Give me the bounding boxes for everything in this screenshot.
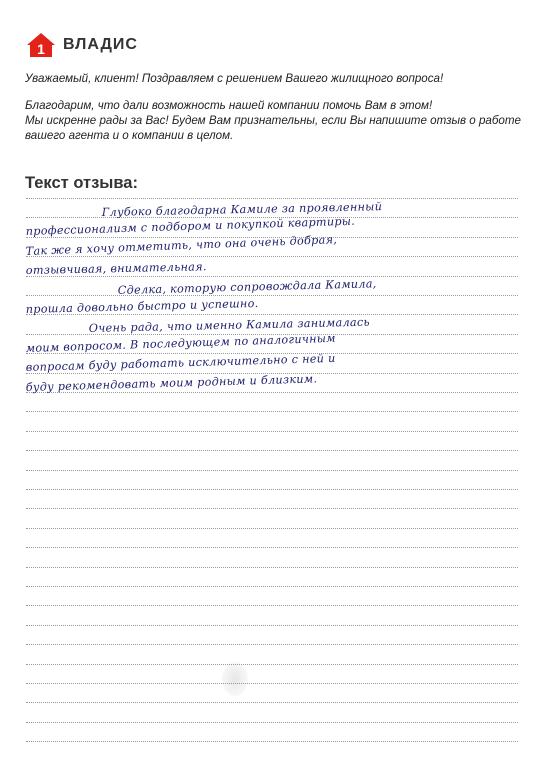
ruled-line — [26, 528, 518, 529]
ruled-line — [26, 722, 518, 723]
thanks-text — [25, 98, 525, 143]
ruled-line — [26, 431, 518, 432]
review-heading: Текст отзыва: — [25, 174, 138, 192]
thanks-line-3: вашего агента и о компании в целом. — [25, 129, 234, 142]
ruled-line — [26, 683, 518, 684]
ruled-line — [26, 702, 518, 703]
ruled-line — [26, 605, 518, 606]
greeting-text — [25, 71, 525, 86]
ruled-line — [26, 547, 518, 548]
thanks-line-1: Благодарим, что дали возможность нашей компании помочь Вам в этом! — [25, 99, 433, 112]
ruled-line — [26, 276, 518, 277]
ruled-line — [26, 489, 518, 490]
review-handwriting-line: профессионализм с подбором и покупкой квартиры. — [25, 215, 356, 239]
review-handwriting-line: Так же я хочу отметить, что она очень добрая, — [25, 232, 338, 258]
review-handwriting-line: отзывчивая, внимательная. — [25, 260, 207, 278]
review-handwriting-line: вопросам буду работать исключительно с ней и — [25, 352, 336, 375]
ruled-line — [26, 664, 518, 665]
ruled-line — [26, 392, 518, 393]
ruled-line — [26, 295, 518, 296]
brand-logo — [26, 32, 138, 58]
ruled-line — [26, 567, 518, 568]
review-handwriting-line: буду рекомендовать моим родным и близким. — [25, 371, 318, 394]
logo-digit: 1 — [37, 41, 45, 57]
paper-smudge — [222, 662, 248, 696]
review-handwriting-line: прошла довольно быстро и успешно. — [25, 296, 259, 316]
ruled-line — [26, 256, 518, 257]
review-handwriting-line: Сделка, которую сопровождала Камила, — [117, 276, 377, 297]
ruled-line — [26, 508, 518, 509]
review-handwriting-line: моим вопросом. В последующем по аналогичным — [25, 331, 336, 355]
ruled-line — [26, 470, 518, 471]
ruled-line — [26, 644, 518, 645]
review-handwriting-line: Очень рада, что именно Камила занималась — [88, 316, 370, 336]
ruled-line — [26, 198, 518, 199]
house-logo-icon — [26, 32, 56, 58]
brand-name: ВЛАДИС — [63, 36, 138, 53]
ruled-line — [26, 586, 518, 587]
greeting-line: Уважаемый, клиент! Поздравляем с решением Вашего жилищного вопроса! — [25, 72, 444, 85]
ruled-line — [26, 411, 518, 412]
ruled-line — [26, 741, 518, 742]
ruled-line — [26, 450, 518, 451]
review-handwriting-line: Глубоко благодарна Камиле за проявленный — [101, 200, 383, 219]
ruled-line — [26, 625, 518, 626]
review-lines-area — [26, 198, 518, 758]
thanks-line-2: Мы искренне рады за Вас! Будем Вам признательны, если Вы напишите отзыв о работе — [25, 114, 521, 127]
ruled-line — [26, 314, 518, 315]
